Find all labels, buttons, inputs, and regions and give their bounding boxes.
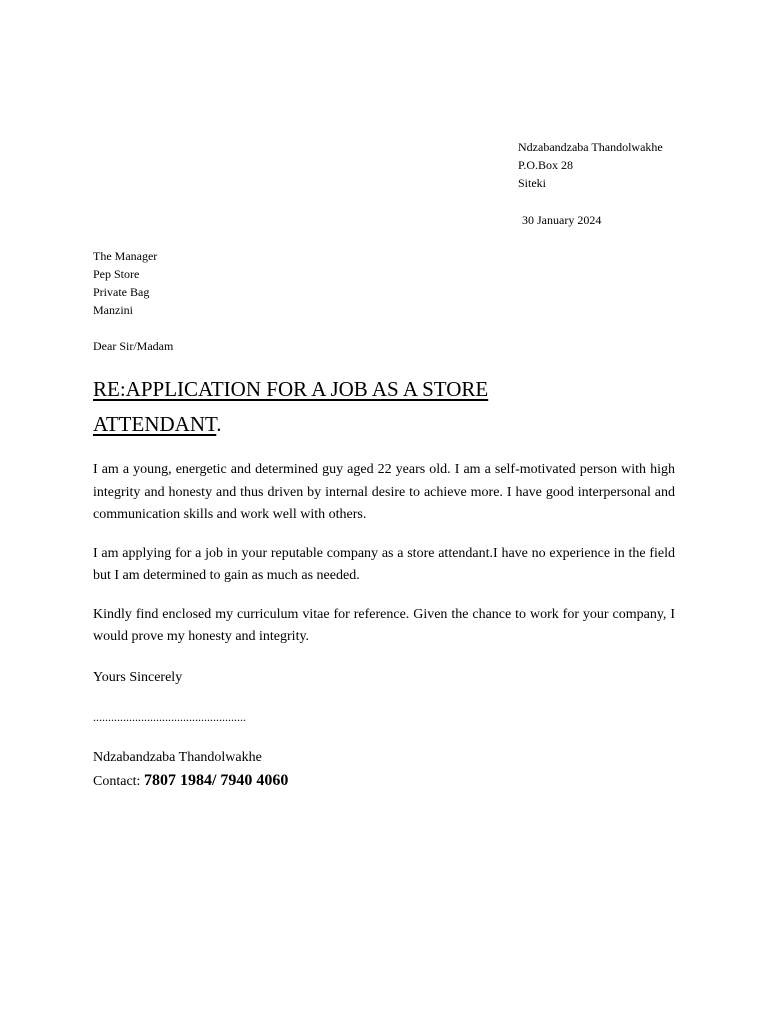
subject-heading	[93, 372, 563, 442]
subject-line-1: RE:APPLICATION FOR A JOB AS A STORE	[93, 377, 489, 401]
contact-line	[93, 770, 288, 793]
subject-line-2-underlined: ATTENDANT	[93, 412, 217, 436]
closing: Yours Sincerely	[93, 670, 183, 685]
recipient-line-2: Pep Store	[93, 267, 140, 281]
recipient-line-3: Private Bag	[93, 285, 150, 299]
recipient-address-block	[93, 247, 157, 319]
signer-name: Ndzabandzaba Thandolwakhe	[93, 750, 262, 765]
letter-body	[93, 459, 675, 665]
sender-name: Ndzabandzaba Thandolwakhe	[518, 140, 663, 154]
salutation: Dear Sir/Madam	[93, 339, 174, 353]
body-paragraph-3: Kindly find enclosed my curriculum vitae for reference. Given the chance to work for your company, I would prove my honesty and integrity.	[93, 606, 675, 644]
signature-line: ...................................................	[93, 710, 246, 724]
contact-phones: 7807 1984/ 7940 4060	[143, 772, 289, 789]
sender-address-line-2: Siteki	[518, 176, 547, 190]
body-paragraph-2: I am applying for a job in your reputable company as a store attendant.I have no experience in the field but I am determined to gain as much as needed.	[93, 545, 675, 583]
letter-date: 30 January 2024	[522, 213, 602, 227]
recipient-line-4: Manzini	[93, 303, 133, 317]
sender-address-block	[518, 138, 663, 192]
subject-line-2-trailing: .	[216, 412, 222, 436]
recipient-line-1: The Manager	[93, 249, 158, 263]
sender-address-line-1: P.O.Box 28	[518, 158, 574, 172]
body-paragraph-1: I am a young, energetic and determined guy aged 22 years old. I am a self-motivated person with high integrity and honesty and thus driven by internal desire to achieve more. I have good interpersonal and communication skills and work well with others.	[93, 462, 675, 522]
contact-label: Contact:	[93, 774, 144, 789]
